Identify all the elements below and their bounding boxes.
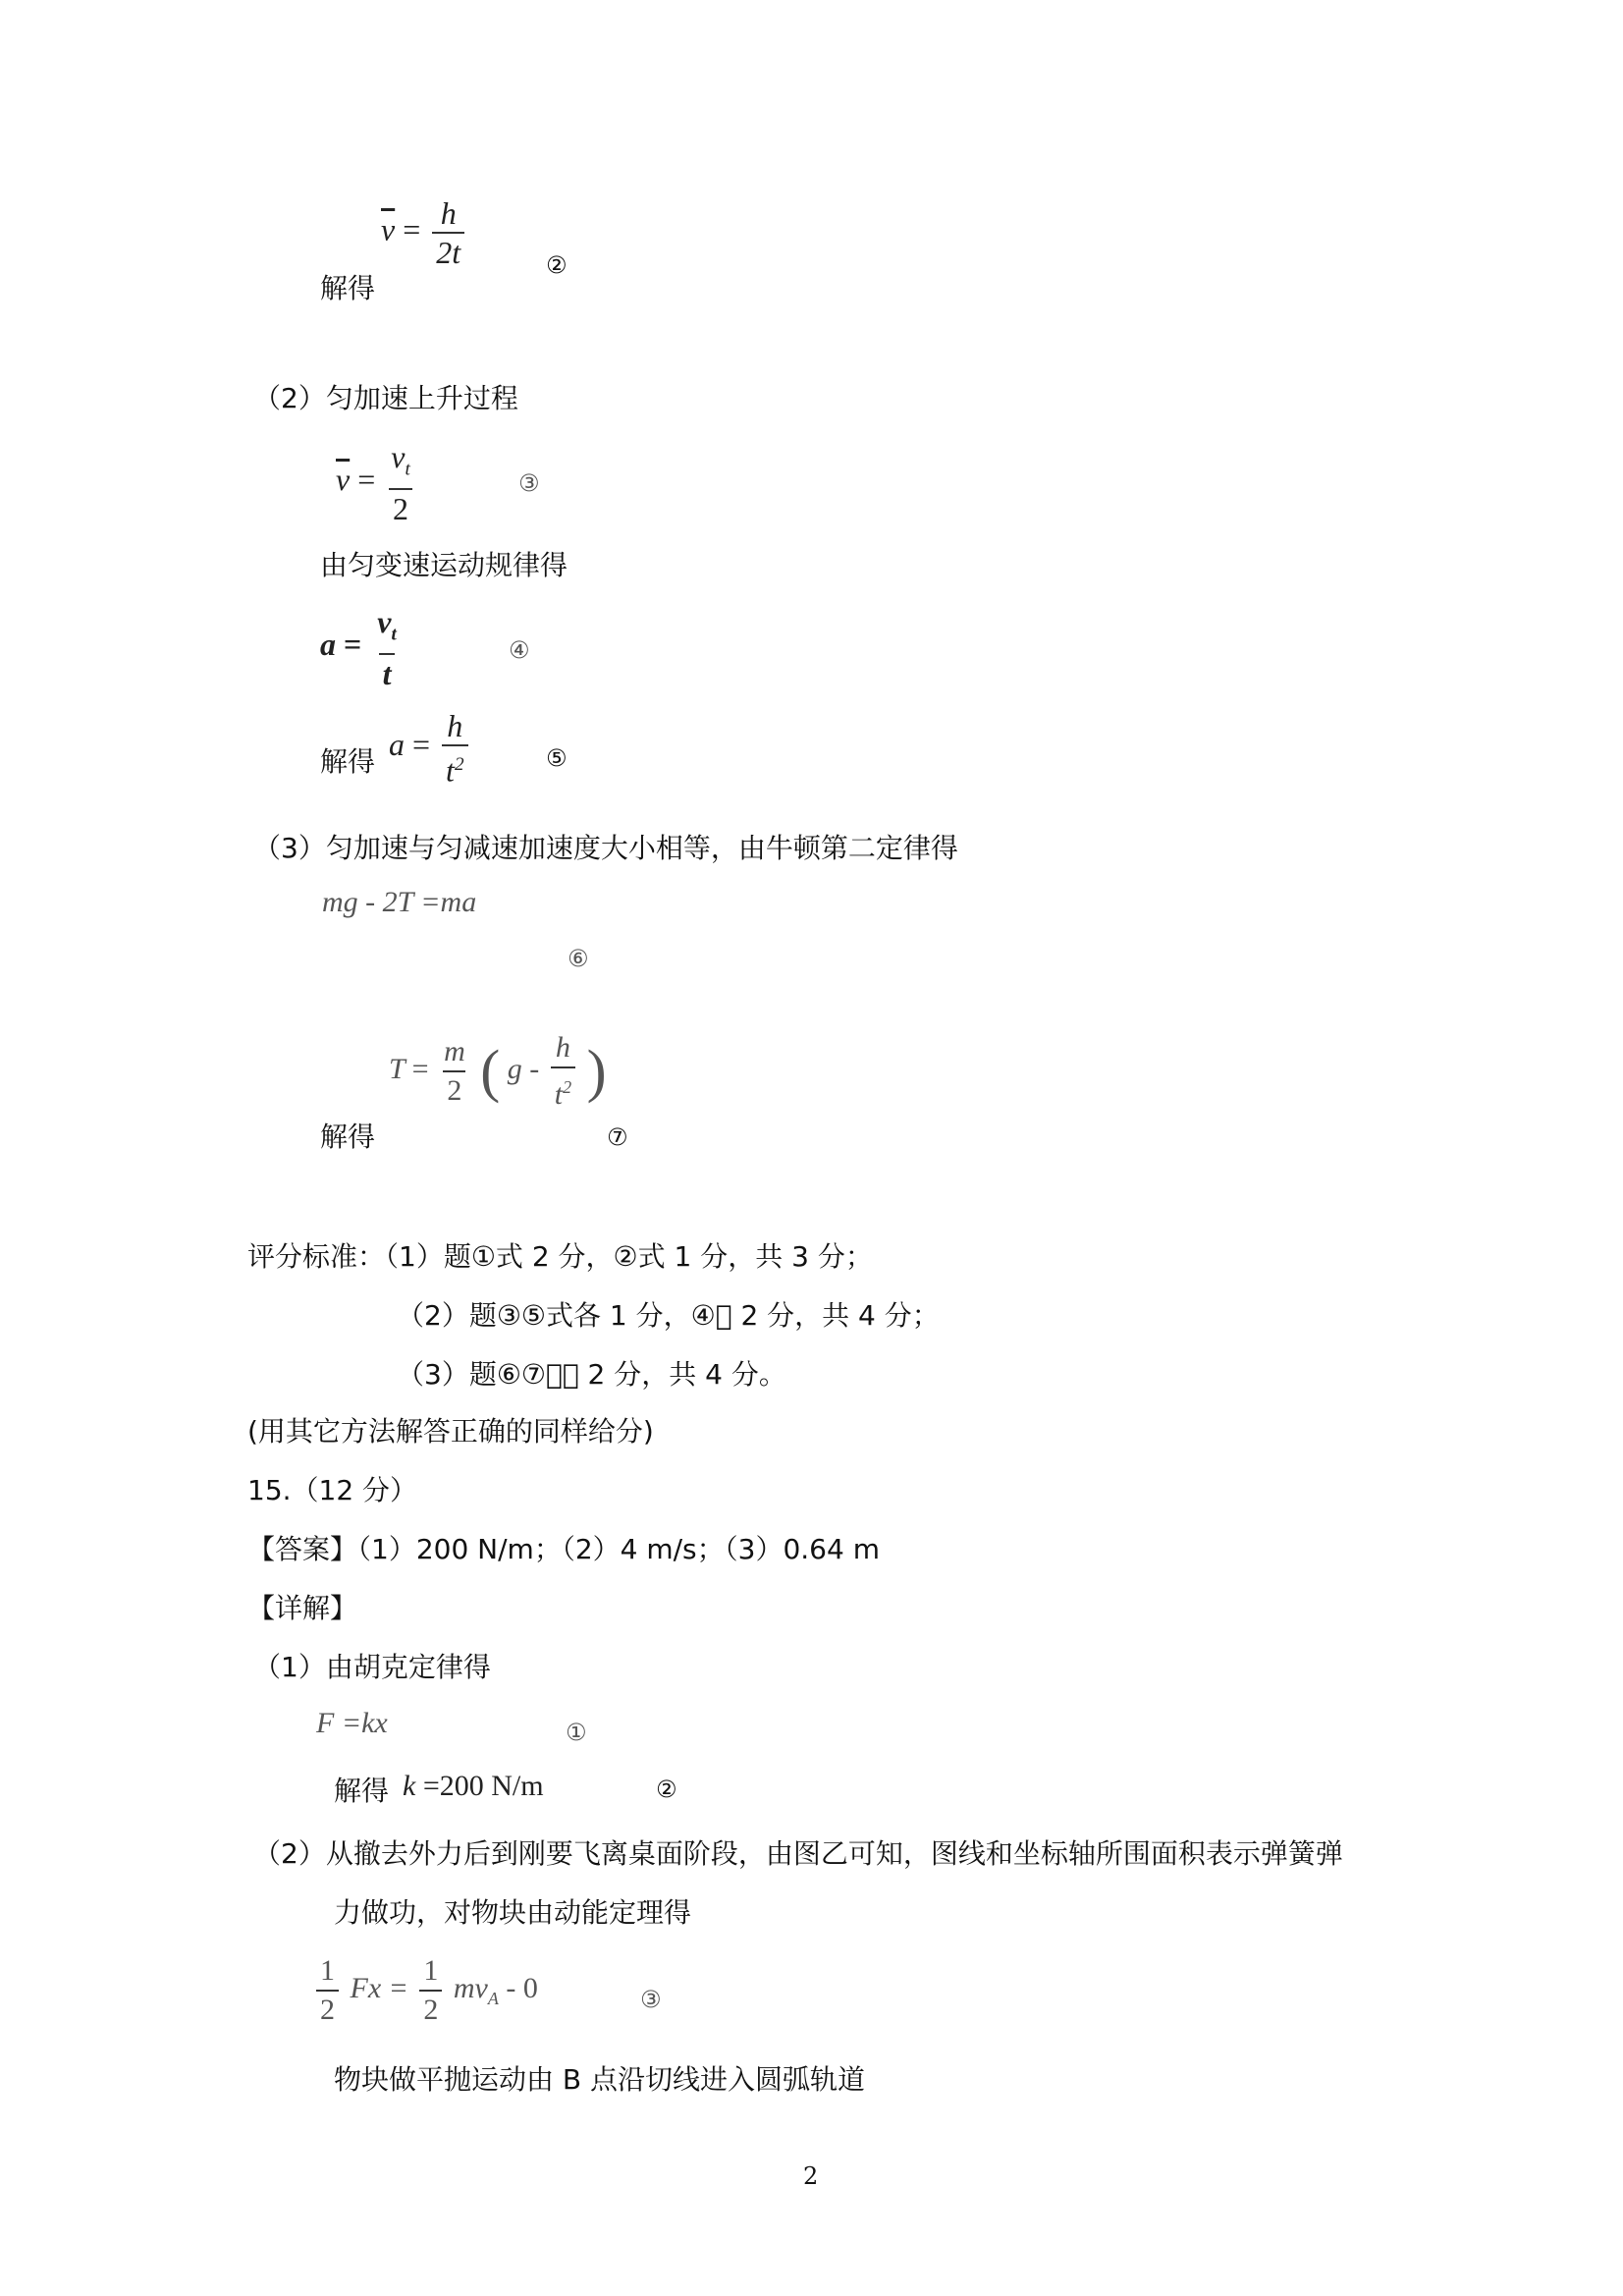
eq-marker-k-2: ② (656, 1776, 677, 1803)
question-15-title: 15.（12 分） (247, 1474, 418, 1506)
equation-hooke: F =kx (316, 1707, 388, 1739)
equation-spring-constant: k =200 N/m (403, 1770, 544, 1802)
section-2-heading: （2）匀加速上升过程 (253, 382, 518, 414)
scoring-line-2: （2）题③⑤式各 1 分，④  2 分，共 4 分； (397, 1299, 940, 1332)
answer-line: 【答案】（1）200 N/m；（2）4 m/s；（3）0.64 m (247, 1533, 880, 1565)
eq-marker-3: ③ (518, 469, 540, 497)
scoring-line-3: （3）题⑥⑦   2 分，共 4 分。 (397, 1358, 786, 1391)
q15-part-2-line-3: 物块做平抛运动由 B 点沿切线进入圆弧轨道 (334, 2063, 866, 2096)
eq-marker-energy-3: ③ (640, 1986, 662, 2013)
equation-average-velocity-1: $\overline{v}$ = $\frac{h}{2t}$ (381, 196, 468, 269)
eq-lhs: $\overline{v}$ (381, 211, 396, 247)
equation-tension: T = $\frac{m}{2}$ ( g - $\frac{h}{t^2}$ ) (389, 1031, 607, 1111)
equation-acceleration-1: a = $\frac{v_t}{t}$ (320, 604, 397, 692)
alt-method-note: (用其它方法解答正确的同样给分) (247, 1415, 654, 1448)
equation-newton: mg - 2T =ma (322, 886, 477, 918)
q15-part-2-line-1: （2）从撤去外力后到刚要飞离桌面阶段，由图乙可知，图线和坐标轴所围面积表示弹簧弹 (253, 1837, 1343, 1870)
eq-marker-hooke-1: ① (566, 1719, 587, 1746)
eq-marker-5: ⑤ (546, 744, 568, 772)
eq-marker-4: ④ (509, 636, 530, 664)
q15-part-1: （1）由胡克定律得 (253, 1651, 491, 1683)
equation-acceleration-2: a = $\frac{h}{t^2}$ (389, 709, 472, 788)
page-number: 2 (803, 2162, 819, 2190)
scoring-line-1: 评分标准：（1）题①式 2 分，②式 1 分，共 3 分； (247, 1240, 873, 1273)
equation-work-energy: $\frac{1}{2}$ Fx = $\frac{1}{2}$ $mv_A - 0$ (312, 1954, 538, 2027)
eq-marker-2: ② (546, 251, 568, 279)
section-3-heading: （3）匀加速与匀减速加速度大小相等，由牛顿第二定律得 (253, 832, 958, 864)
q15-part-2-line-2: 力做功，对物块由动能定理得 (334, 1896, 692, 1929)
label-jiede-4: 解得 (334, 1775, 390, 1807)
label-jiede-3: 解得 (320, 1121, 376, 1153)
label-jiede-1: 解得 (320, 272, 376, 304)
detail-label: 【详解】 (247, 1592, 358, 1624)
section-2-rule: 由匀变速运动规律得 (320, 549, 568, 581)
equation-average-velocity-2: $\overline{v}$ = $\frac{v_t}{2}$ (336, 440, 418, 525)
eq-marker-6: ⑥ (568, 945, 589, 972)
eq-marker-7: ⑦ (607, 1123, 628, 1151)
label-jiede-2: 解得 (320, 745, 376, 778)
